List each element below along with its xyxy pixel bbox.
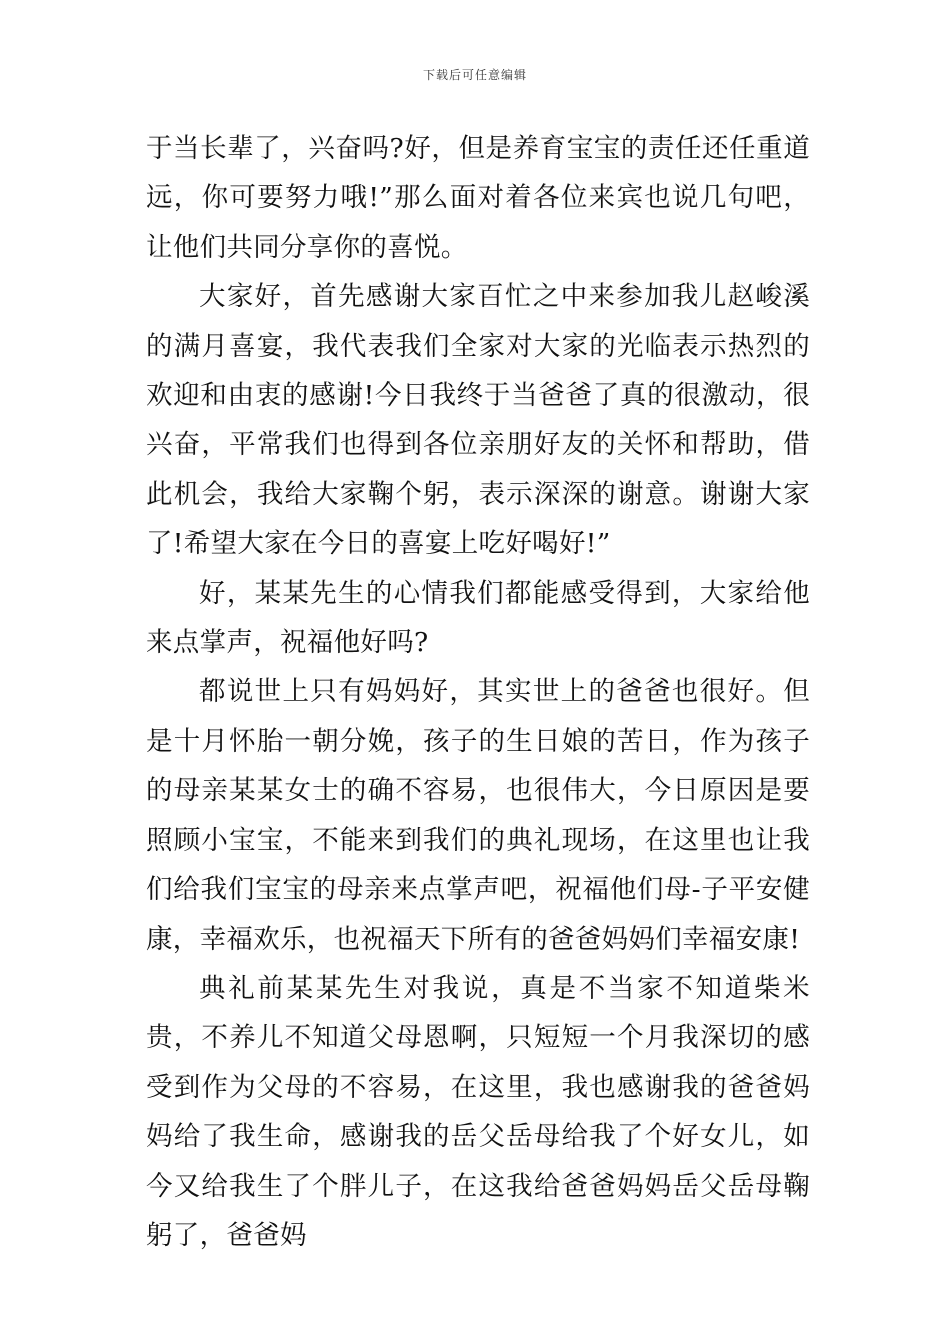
paragraph-1: 于当长辈了，兴奋吗?好，但是养育宝宝的责任还任重道远，你可要努力哦!”那么面对着各位来宾也说几句吧，让他们共同分享你的喜悦。: [146, 133, 810, 263]
page-header: 下载后可任意编辑: [422, 68, 527, 82]
paragraph-2: 大家好，首先感谢大家百忙之中来参加我儿赵峻溪的满月喜宴，我代表我们全家对大家的光临表示热烈的欢迎和由衷的感谢!今日我终于当爸爸了真的很激动，很兴奋，平常我们也得到各位亲朋好友的关怀和帮助，借此机会，我给大家鞠个躬，表示深深的谢意。谢谢大家了!希望大家在今日的喜宴上吃好喝好!”: [146, 281, 810, 560]
document-body: [146, 124, 810, 1260]
paragraph-3: 好，某某先生的心情我们都能感受得到，大家给他来点掌声，祝福他好吗?: [146, 577, 810, 659]
paragraph-5: 典礼前某某先生对我说，真是不当家不知道柴米贵，不养儿不知道父母恩啊，只短短一个月我深切的感受到作为父母的不容易，在这里，我也感谢我的爸爸妈妈给了我生命，感谢我的岳父岳母给我了个好女儿，如今又给我生了个胖儿子，在这我给爸爸妈妈岳父岳母鞠躬了，爸爸妈: [146, 972, 810, 1251]
paragraph-4: 都说世上只有妈妈好，其实世上的爸爸也很好。但是十月怀胎一朝分娩，孩子的生日娘的苦日，作为孩子的母亲某某女士的确不容易，也很伟大，今日原因是要照顾小宝宝，不能来到我们的典礼现场，在这里也让我们给我们宝宝的母亲来点掌声吧，祝福他们母-子平安健康，幸福欢乐，也祝福天下所有的爸爸妈妈们幸福安康!: [146, 676, 810, 955]
